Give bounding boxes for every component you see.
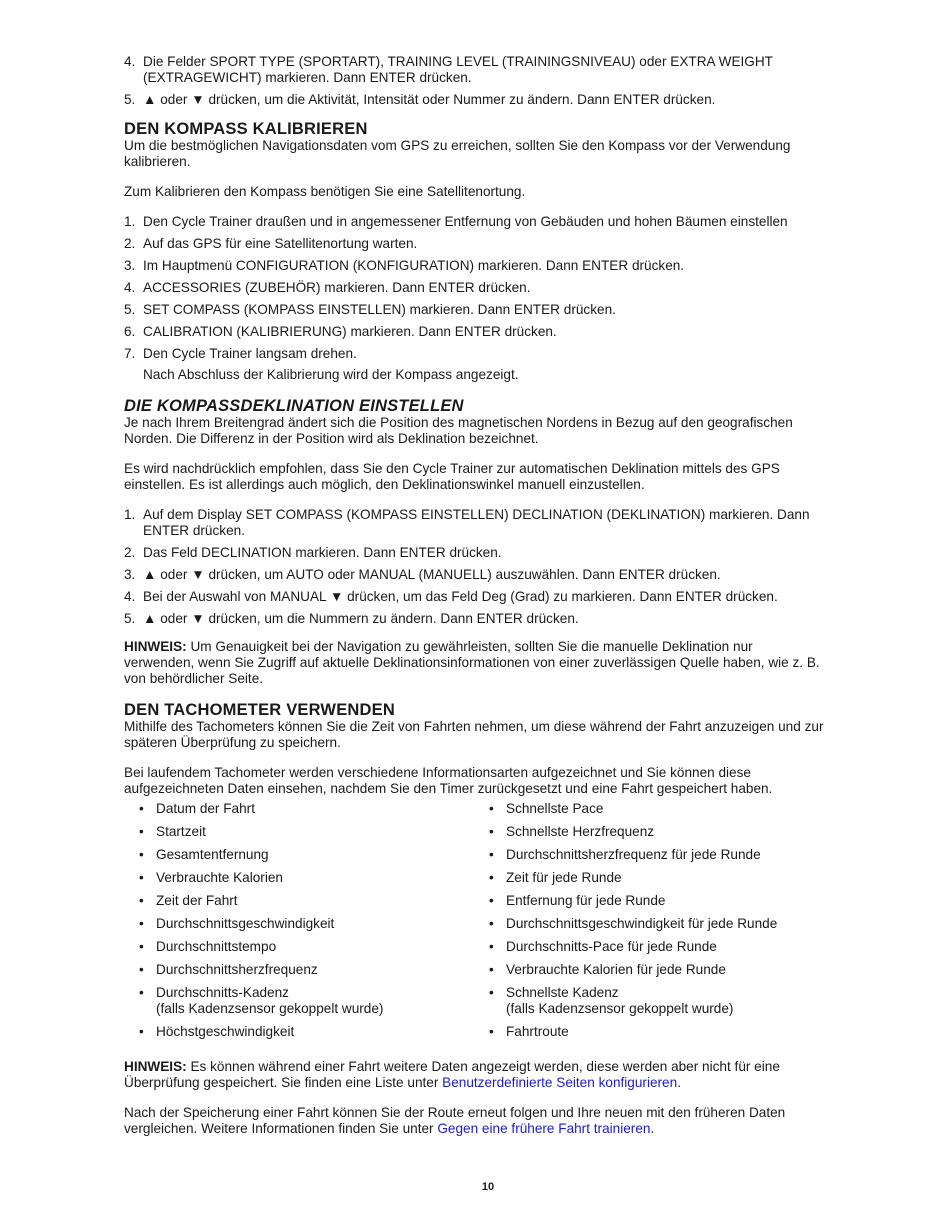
step-number: 2.: [124, 545, 136, 560]
step-number: 4.: [124, 280, 136, 295]
tacho-intro: Mithilfe des Tachometers können Sie die Zeit von Fahrten nehmen, um diese während der Fahrt anzuzeigen und zur späteren Überprüfung zu speichern.: [124, 719, 824, 750]
bullet-icon: •: [489, 962, 494, 977]
list-item: [474, 847, 824, 863]
bullet-icon: •: [139, 893, 144, 908]
compass-steps-list: [124, 214, 824, 362]
note-text: Um Genauigkeit bei der Navigation zu gewährleisten, sollten Sie die manuelle Deklination nur verwenden, wenn Sie Zugriff auf aktuelle Deklinationsinformationen von einer zuverlässigen Quelle haben, wie z. B. von behördlicher Seite.: [124, 639, 820, 686]
declination-para2: Es wird nachdrücklich empfohlen, dass Sie den Cycle Trainer zur automatischen Deklination mittels des GPS einstellen. Es ist allerdings auch möglich, den Deklinationswinkel manuell einzustellen.: [124, 461, 780, 492]
bullet-icon: •: [139, 985, 144, 1000]
list-item-text: Durchschnittsherzfrequenz: [156, 962, 318, 977]
list-item: [124, 324, 824, 340]
list-item: [124, 545, 824, 561]
list-item-text: Zeit der Fahrt: [156, 893, 238, 908]
bullet-icon: •: [489, 893, 494, 908]
compass-after-steps: Nach Abschluss der Kalibrierung wird der Kompass angezeigt.: [143, 367, 519, 382]
list-item: [124, 801, 474, 817]
tacho-final: [124, 1105, 824, 1137]
step-number: 5.: [124, 92, 136, 107]
list-item: [474, 801, 824, 817]
list-item-text: Verbrauchte Kalorien für jede Runde: [506, 962, 726, 977]
list-item-text: Startzeit: [156, 824, 206, 839]
step-text: ACCESSORIES (ZUBEHÖR) markieren. Dann ENTER drücken.: [143, 280, 531, 295]
bullet-icon: •: [489, 824, 494, 839]
step-number: 3.: [124, 258, 136, 273]
tacho-note: [124, 1059, 824, 1091]
step-text: ▲ oder ▼ drücken, um die Nummern zu ändern. Dann ENTER drücken.: [143, 611, 579, 626]
step-text: Auf dem Display SET COMPASS (KOMPASS EINSTELLEN) DECLINATION (DEKLINATION) markieren. Dann ENTER drücken.: [143, 507, 810, 538]
step-number: 3.: [124, 567, 136, 582]
list-item: [124, 589, 824, 605]
list-item: [124, 214, 824, 230]
step-text: Den Cycle Trainer draußen und in angemessener Entfernung von Gebäuden und hohen Bäumen einstellen: [143, 214, 788, 229]
declination-steps-list: [124, 507, 824, 627]
heading-compass-calibrate: DEN KOMPASS KALIBRIEREN: [124, 120, 368, 138]
bullet-icon: •: [489, 916, 494, 931]
bullet-icon: •: [489, 870, 494, 885]
list-item: [124, 567, 824, 583]
step-number: 7.: [124, 346, 136, 361]
bullet-icon: •: [489, 985, 494, 1000]
compass-intro: Um die bestmöglichen Navigationsdaten vom GPS zu erreichen, sollten Sie den Kompass vor der Verwendung kalibrieren.: [124, 138, 791, 169]
step-number: 1.: [124, 507, 136, 522]
note-text: Es können während einer Fahrt weitere Daten angezeigt werden, diese werden aber nicht für eine Überprüfung gespeichert. Sie finden eine Liste unter: [124, 1059, 780, 1090]
list-item: [474, 985, 824, 1017]
list-item-text: Durchschnitts-Kadenz: [156, 985, 289, 1000]
top-steps-list: [124, 54, 824, 108]
list-item: [474, 916, 824, 932]
step-text: Auf das GPS für eine Satellitenortung warten.: [143, 236, 418, 251]
link-train-previous-ride[interactable]: Gegen eine frühere Fahrt trainieren: [437, 1121, 651, 1136]
list-item: [124, 507, 824, 539]
list-item-text: Zeit für jede Runde: [506, 870, 622, 885]
bullet-icon: •: [139, 962, 144, 977]
tacho-para2: Bei laufendem Tachometer werden verschiedene Informationsarten aufgezeichnet und Sie können diese aufgezeichneten Daten einsehen, nachdem Sie den Timer zurückgesetzt und eine Fahrt gespeichert haben.: [124, 765, 773, 796]
step-number: 2.: [124, 236, 136, 251]
step-number: 5.: [124, 611, 136, 626]
document-page: [124, 54, 824, 1151]
bullet-icon: •: [139, 939, 144, 954]
heading-tachometer: DEN TACHOMETER VERWENDEN: [124, 701, 395, 719]
step-text: Den Cycle Trainer langsam drehen.: [143, 346, 357, 361]
list-item-text: Durchschnittsgeschwindigkeit: [156, 916, 335, 931]
list-item-subtext: (falls Kadenzsensor gekoppelt wurde): [506, 1001, 734, 1016]
step-number: 4.: [124, 589, 136, 604]
list-item: [124, 916, 474, 932]
list-item: [124, 893, 474, 909]
list-item-text: Gesamtentfernung: [156, 847, 269, 862]
list-item-subtext: (falls Kadenzsensor gekoppelt wurde): [156, 1001, 384, 1016]
list-item: [124, 280, 824, 296]
list-item-text: Schnellste Kadenz: [506, 985, 619, 1000]
step-number: 6.: [124, 324, 136, 339]
list-item-text: Fahrtroute: [506, 1024, 569, 1039]
list-item-text: Durchschnitts-Pace für jede Runde: [506, 939, 717, 954]
list-item: [124, 985, 474, 1017]
list-item: [124, 92, 824, 108]
step-text: Bei der Auswahl von MANUAL ▼ drücken, um das Feld Deg (Grad) zu markieren. Dann ENTER drücken.: [143, 589, 778, 604]
list-item: [474, 893, 824, 909]
bullet-icon: •: [489, 801, 494, 816]
bullet-icon: •: [139, 824, 144, 839]
note-label: HINWEIS:: [124, 639, 187, 654]
step-text: ▲ oder ▼ drücken, um die Aktivität, Intensität oder Nummer zu ändern. Dann ENTER drücken.: [143, 92, 716, 107]
declination-intro: Je nach Ihrem Breitengrad ändert sich die Position des magnetischen Nordens in Bezug auf den geografischen Norden. Die Differenz in der Position wird als Deklination bezeichnet.: [124, 415, 793, 446]
note-label: HINWEIS:: [124, 1059, 187, 1074]
list-item: [474, 824, 824, 840]
bullet-column-left: [124, 801, 474, 1047]
step-number: 5.: [124, 302, 136, 317]
list-item: [124, 824, 474, 840]
list-item: [124, 1024, 474, 1040]
list-item: [474, 939, 824, 955]
page-number: 10: [481, 1181, 495, 1193]
bullet-icon: •: [489, 847, 494, 862]
bullet-icon: •: [139, 916, 144, 931]
bullet-icon: •: [139, 1024, 144, 1039]
list-item: [124, 870, 474, 886]
list-item: [124, 962, 474, 978]
list-item-text: Verbrauchte Kalorien: [156, 870, 283, 885]
bullet-icon: •: [139, 870, 144, 885]
step-text: CALIBRATION (KALIBRIERUNG) markieren. Dann ENTER drücken.: [143, 324, 557, 339]
list-item: [124, 847, 474, 863]
final-text: Nach der Speicherung einer Fahrt können Sie der Route erneut folgen und Ihre neuen mit den früheren Daten vergleichen. Weitere Informationen finden Sie unter: [124, 1105, 786, 1136]
bullet-icon: •: [489, 1024, 494, 1039]
list-item: [124, 346, 824, 362]
list-item-text: Durchschnittsherzfrequenz für jede Runde: [506, 847, 761, 862]
bullet-icon: •: [139, 847, 144, 862]
list-item: [124, 611, 824, 627]
note-end: .: [677, 1075, 681, 1090]
list-item-text: Datum der Fahrt: [156, 801, 255, 816]
list-item-text: Entfernung für jede Runde: [506, 893, 666, 908]
list-item-text: Schnellste Herzfrequenz: [506, 824, 655, 839]
step-text: ▲ oder ▼ drücken, um AUTO oder MANUAL (MANUELL) auszuwählen. Dann ENTER drücken.: [143, 567, 721, 582]
list-item: [124, 236, 824, 252]
list-item: [124, 258, 824, 274]
list-item: [474, 1024, 824, 1040]
final-end: .: [650, 1121, 655, 1136]
step-text: SET COMPASS (KOMPASS EINSTELLEN) markieren. Dann ENTER drücken.: [143, 302, 616, 317]
declination-note: [124, 639, 824, 687]
step-text: Im Hauptmenü CONFIGURATION (KONFIGURATION) markieren. Dann ENTER drücken.: [143, 258, 685, 273]
bullet-column-right: [474, 801, 824, 1047]
list-item: [474, 962, 824, 978]
list-item: [124, 54, 824, 86]
step-text: Das Feld DECLINATION markieren. Dann ENTER drücken.: [143, 545, 502, 560]
list-item-text: Durchschnittsgeschwindigkeit für jede Runde: [506, 916, 778, 931]
bullet-icon: •: [139, 801, 144, 816]
list-item: [124, 302, 824, 318]
step-text: Die Felder SPORT TYPE (SPORTART), TRAINING LEVEL (TRAININGSNIVEAU) oder EXTRA WEIGHT (EXTRAGEWICHT) markieren. Dann ENTER drücken.: [143, 54, 773, 85]
list-item-text: Schnellste Pace: [506, 801, 604, 816]
heading-declination: DIE KOMPASSDEKLINATION EINSTELLEN: [124, 397, 464, 415]
link-custom-pages[interactable]: Benutzerdefinierte Seiten konfigurieren: [442, 1075, 678, 1090]
compass-para2: Zum Kalibrieren den Kompass benötigen Sie eine Satellitenortung.: [124, 184, 526, 199]
step-number: 4.: [124, 54, 136, 69]
bullet-icon: •: [489, 939, 494, 954]
list-item: [474, 870, 824, 886]
recorded-data-columns: [124, 801, 824, 1047]
step-number: 1.: [124, 214, 136, 229]
list-item-text: Höchstgeschwindigkeit: [156, 1024, 295, 1039]
list-item: [124, 939, 474, 955]
list-item-text: Durchschnittstempo: [156, 939, 277, 954]
